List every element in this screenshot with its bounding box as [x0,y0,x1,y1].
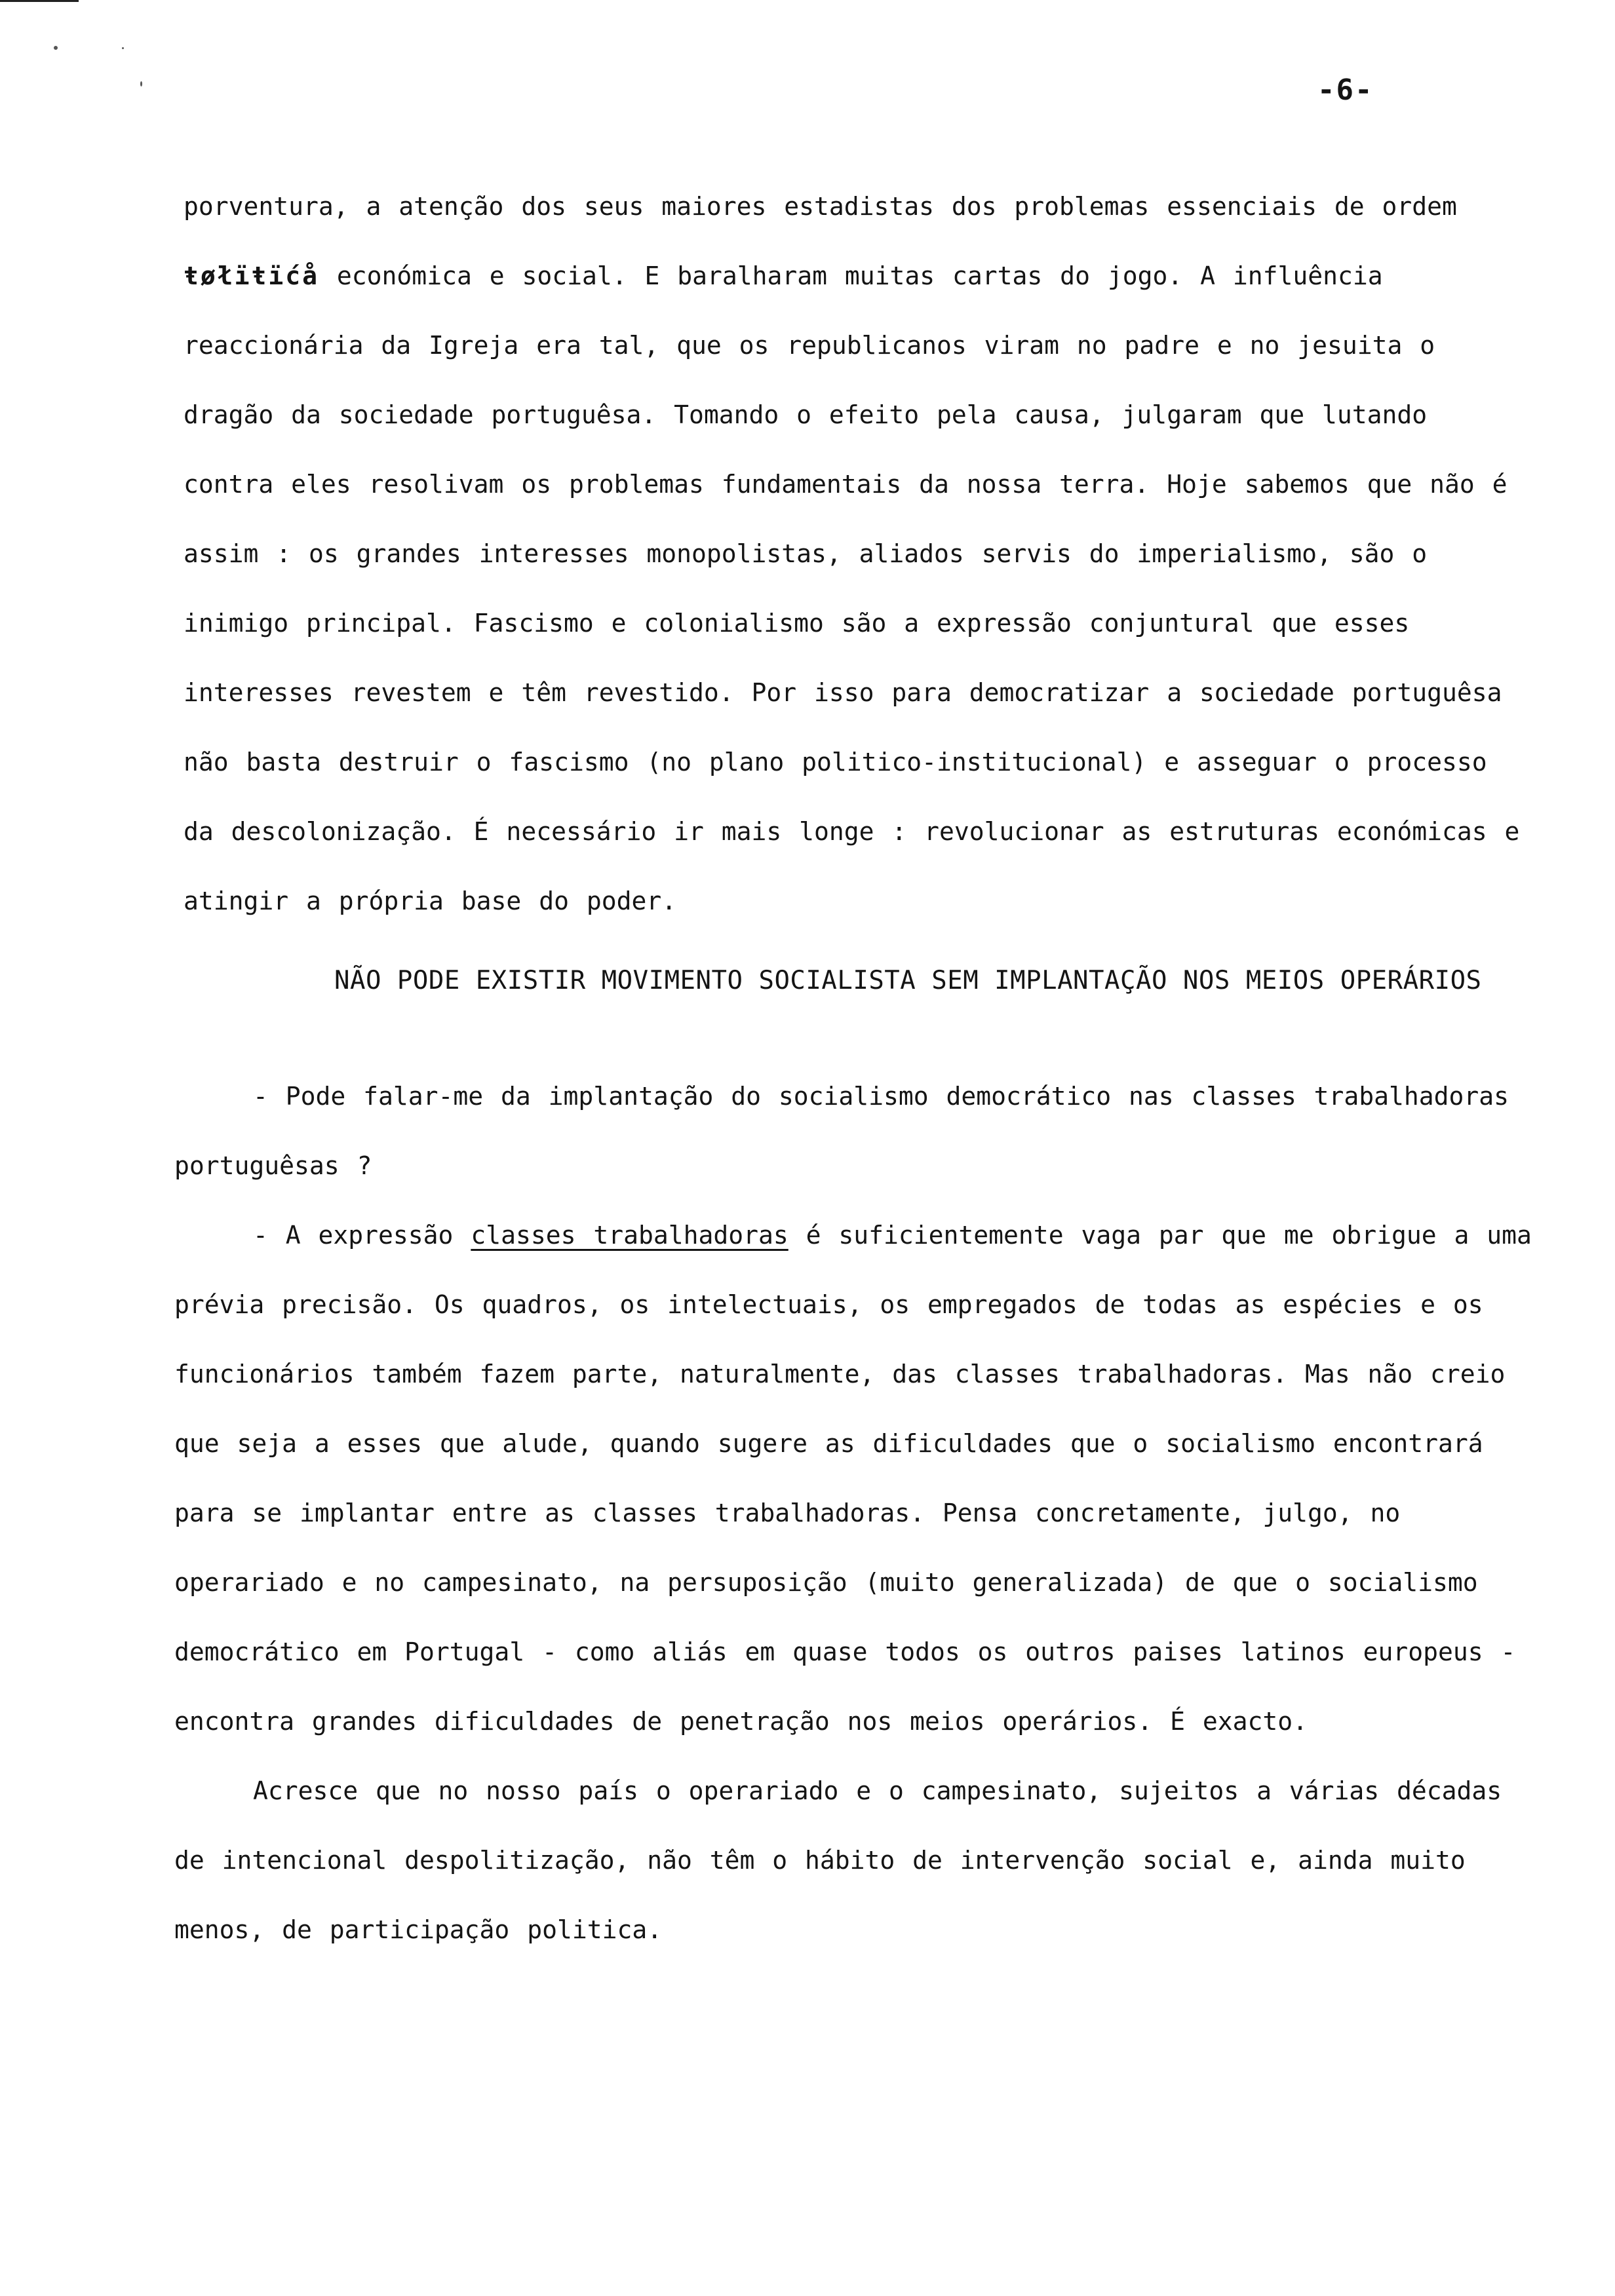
interview-answer [174,1200,1534,1756]
struck-out-word: ŧøłïŧïćå [184,261,320,290]
scan-speck [122,47,124,49]
answer-rest: é suficientemente vaga par que me obrigue a uma prévia precisão. Os quadros, os intelectuais, os empregados de todas as espécies e os funcionários também fazem parte, naturalmente, das classes trabalhadoras. Mas não creio que seja a esses que alude, quando sugere as dificuldades que o socialismo encontrará para se implantar entre as classes trabalhadoras. Pensa concretamente, julgo, no operariado e no campesinato, na persuposição (muito generalizada) de que o socialismo democrático em Portugal - como aliás em quase todos os outros paises latinos europeus - encontra grandes dificuldades de penetração nos meios operários. É exacto. [174,1221,1532,1736]
interview-block [174,1062,1534,1964]
underlined-term: classes trabalhadoras [471,1221,788,1250]
section-title: NÃO PODE EXISTIR MOVIMENTO SOCIALISTA SEM IMPLANTAÇÃO NOS MEIOS OPERÁRIOS [334,966,1482,995]
closing-paragraph: Acresce que no nosso país o operariado e o campesinato, sujeitos a várias décadas de intencional despolitização, não têm o hábito de intervenção social e, ainda muito menos, de participação politica. [174,1776,1502,1944]
scan-speck [140,81,142,86]
paragraph-1-start: porventura, a atenção dos seus maiores estadistas dos problemas essenciais de ordem [184,192,1457,221]
scan-speck [54,46,58,50]
page-number: -6- [1317,73,1374,107]
interview-question: - Pode falar-me da implantação do socialismo democrático nas classes trabalhadoras portuguêsas ? [174,1082,1509,1180]
paragraph-1-rest: económica e social. E baralharam muitas cartas do jogo. A influência reaccionária da Igreja era tal, que os republicanos viram no padre e no jesuita o dragão da sociedade portuguêsa. Tomando o efeito pela causa, julgaram que lutando contra eles resolivam os problemas fundamentais da nossa terra. Hoje sabemos que não é assim : os grandes interesses monopolistas, aliados servis do imperialismo, são o inimigo principal. Fascismo e colonialismo são a expressão conjuntural que esses interesses revestem e têm revestido. Por isso para democratizar a sociedade portuguêsa não basta destruir o fascismo (no plano politico-institucional) e asseguar o processo da descolonização. É necessário ir mais longe : revolucionar as estruturas económicas e atingir a própria base do poder. [184,261,1520,915]
scan-edge-line [0,0,79,2]
answer-start: - A expressão [253,1221,454,1250]
paragraph-1 [184,172,1527,936]
